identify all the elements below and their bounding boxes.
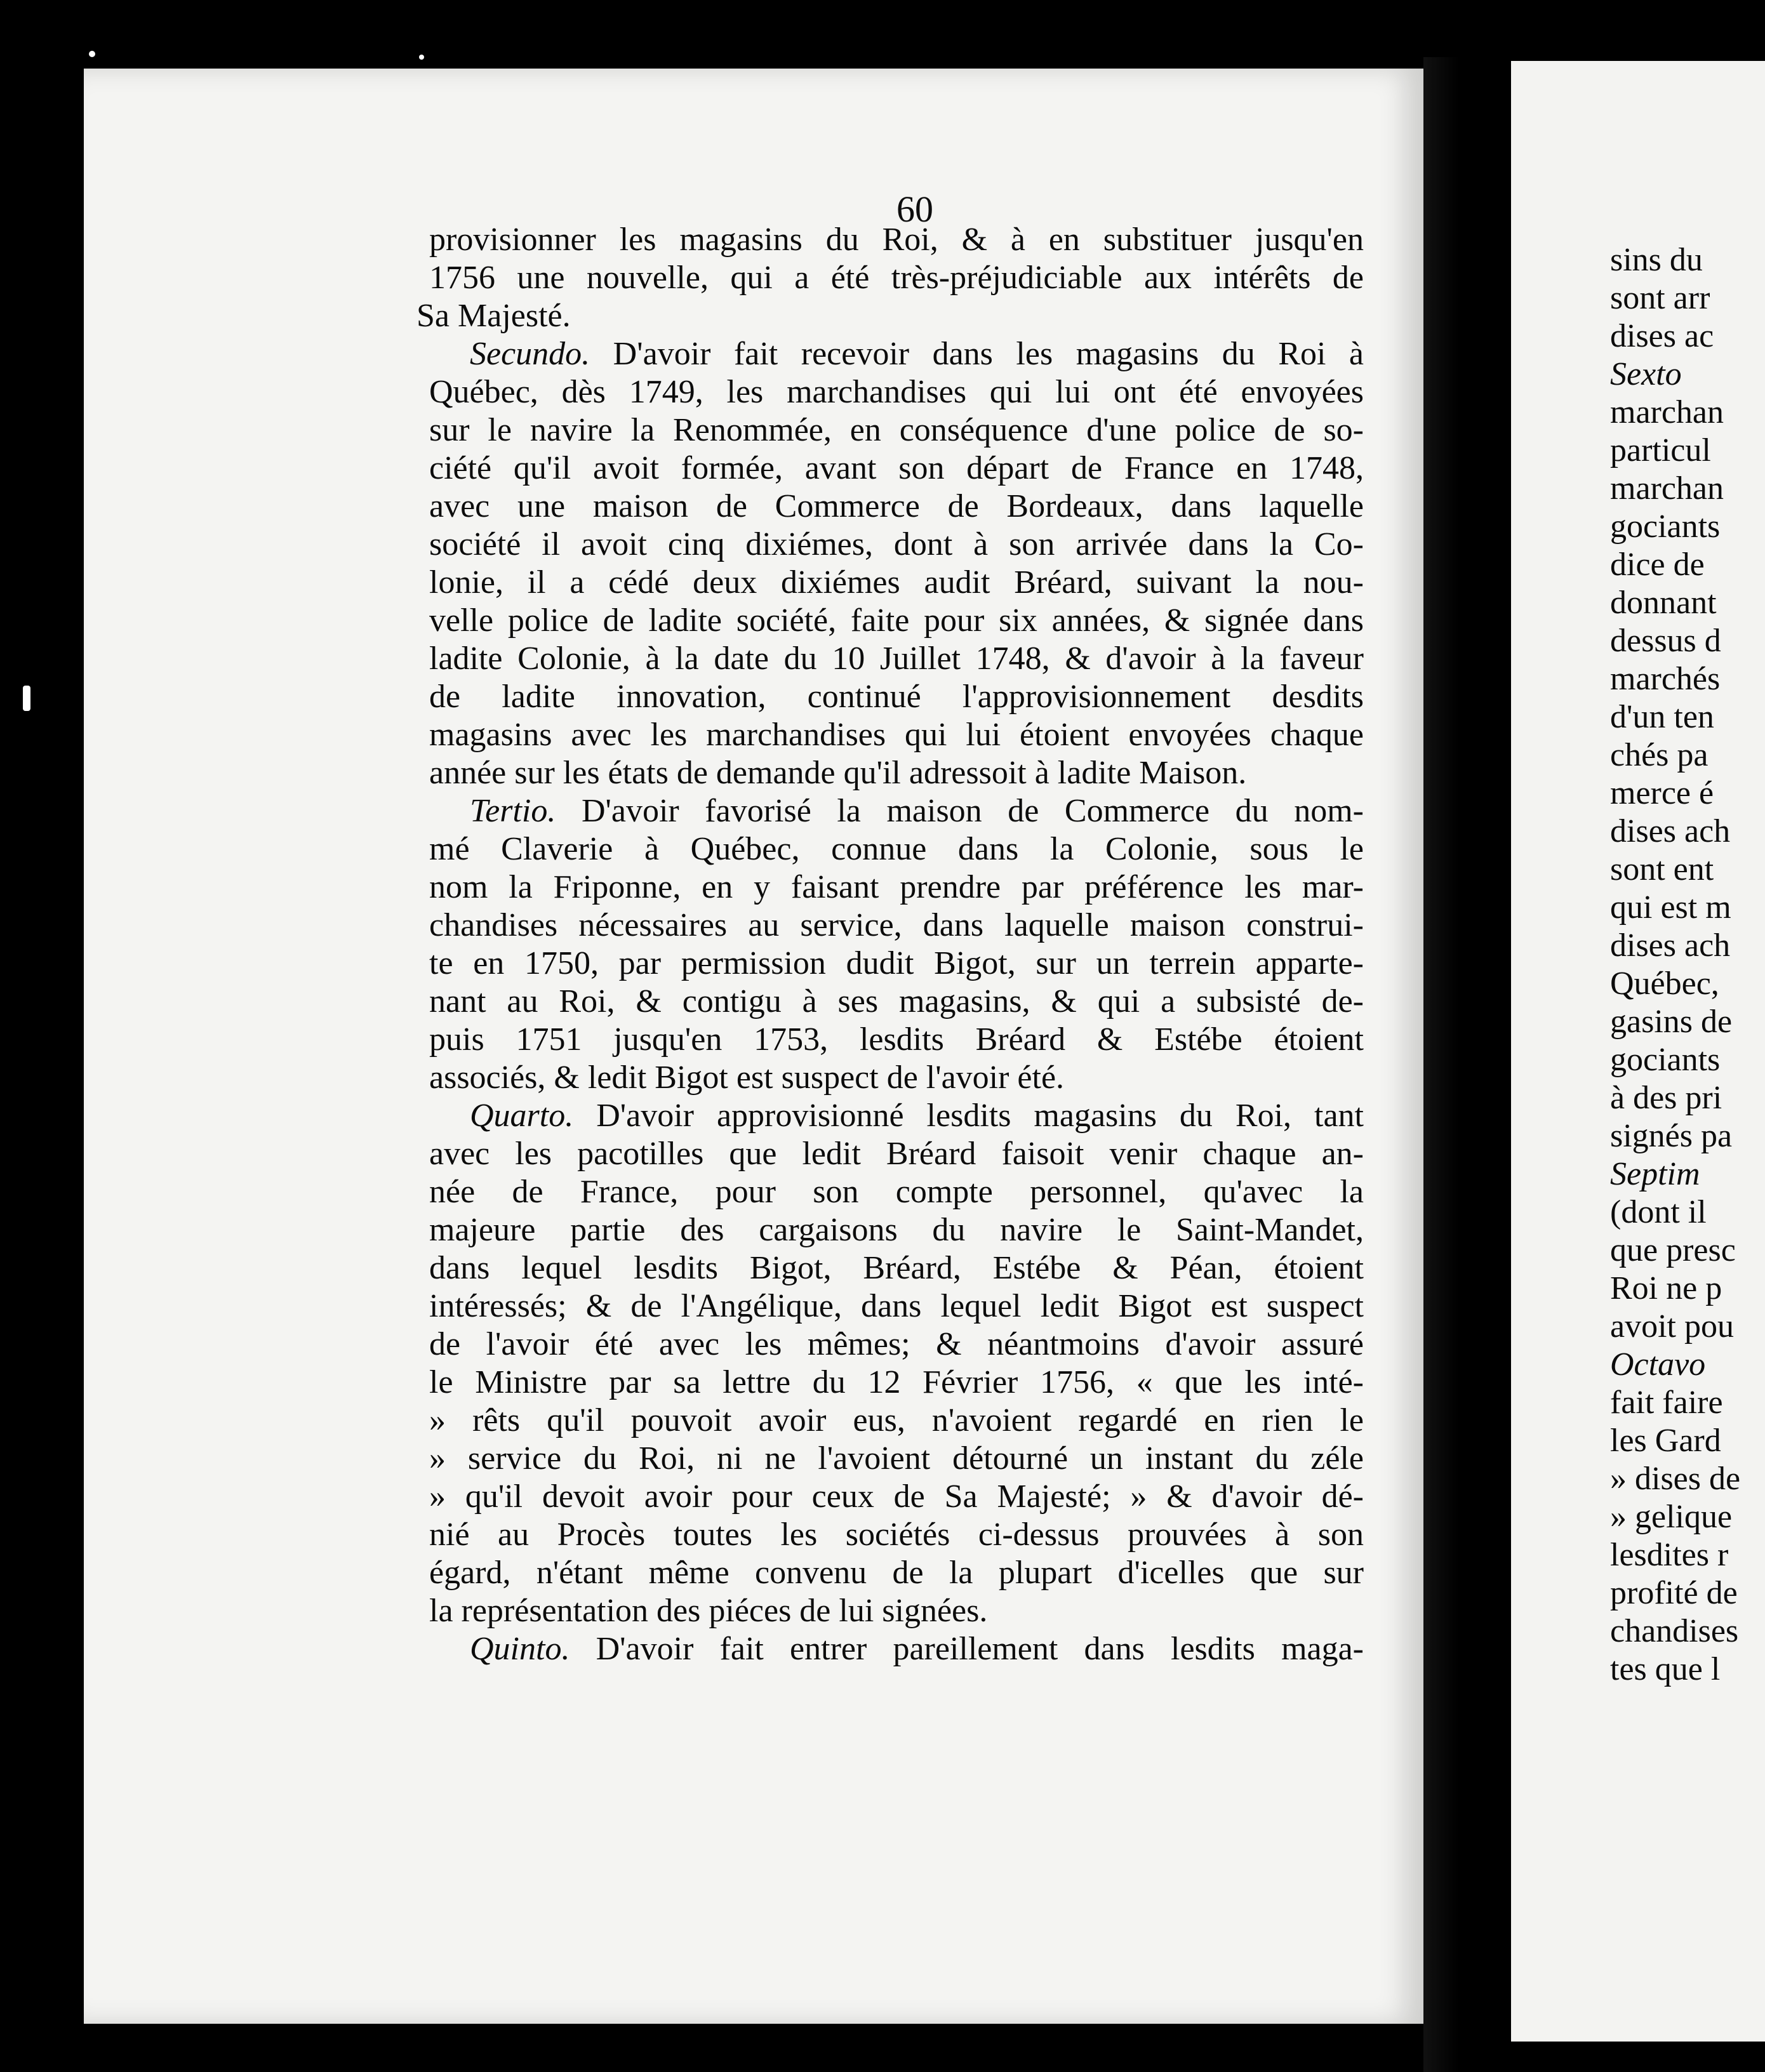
- text-line: [429, 1440, 1364, 1478]
- text-line-fragment: marchés: [1610, 661, 1721, 697]
- text-line: [429, 1630, 1364, 1668]
- text-line: [429, 906, 1364, 945]
- line-text: puis 1751 jusqu'en 1753, lesdits Bréard & Estébe étoient: [429, 1021, 1364, 1058]
- text-line-fragment: lesdites r: [1610, 1537, 1729, 1573]
- text-line-fragment: chandises: [1610, 1613, 1739, 1649]
- text-line-fragment: » gelique: [1610, 1499, 1733, 1535]
- text-line: [429, 526, 1364, 564]
- dust-speck: [89, 51, 95, 57]
- line-text: te en 1750, par permission dudit Bigot, sur un terrein apparte-: [429, 945, 1364, 981]
- text-line: [429, 1516, 1364, 1554]
- text-line-fragment: qui est m: [1610, 889, 1731, 926]
- text-line-fragment: merce é: [1610, 775, 1714, 811]
- line-text: Québec, dès 1749, les marchandises qui lui ont été envoyées: [429, 374, 1364, 410]
- text-line-fragment: dice de: [1610, 547, 1705, 583]
- text-line: [429, 1402, 1364, 1440]
- text-line-fragment: gociants: [1610, 508, 1721, 545]
- text-line-fragment: Septim: [1610, 1156, 1700, 1192]
- text-line: [429, 1173, 1364, 1211]
- text-line: [429, 1592, 1364, 1630]
- book-gutter: [1423, 57, 1512, 2072]
- text-line: [429, 1325, 1364, 1364]
- text-line: [429, 335, 1364, 373]
- line-text: année sur les états de demande qu'il adressoit à ladite Maison.: [429, 755, 1247, 791]
- line-text: D'avoir approvisionné lesdits magasins du Roi, tant: [573, 1098, 1364, 1134]
- text-line: [429, 1135, 1364, 1173]
- text-line: [429, 1249, 1364, 1287]
- line-text: » qu'il devoit avoir pour ceux de Sa Majesté; » & d'avoir dé-: [429, 1478, 1364, 1515]
- text-line-fragment: avoit pou: [1610, 1308, 1734, 1345]
- text-line: [416, 297, 1364, 335]
- text-line: [429, 945, 1364, 983]
- line-text: société il avoit cinq dixiémes, dont à son arrivée dans la Co-: [429, 526, 1364, 562]
- text-line: [429, 488, 1364, 526]
- text-line-fragment: particul: [1610, 432, 1711, 468]
- text-line: [429, 221, 1364, 259]
- dust-speck: [419, 55, 424, 60]
- text-line-fragment: Sexto: [1610, 356, 1682, 392]
- line-text: 1756 une nouvelle, qui a été très-préjudiciable aux intérêts de: [429, 260, 1364, 296]
- text-line-fragment: fait faire: [1610, 1385, 1723, 1421]
- paragraph-lead-word: Quinto.: [470, 1631, 570, 1667]
- text-line: [429, 259, 1364, 297]
- line-text: ladite Colonie, à la date du 10 Juillet 1748, & d'avoir à la faveur: [429, 641, 1364, 677]
- text-line-fragment: dises ac: [1610, 318, 1714, 354]
- page-number: 60: [896, 189, 933, 230]
- text-line-fragment: gasins de: [1610, 1004, 1733, 1040]
- text-line-fragment: donnant: [1610, 585, 1717, 621]
- text-line-fragment: gociants: [1610, 1042, 1721, 1078]
- text-line-fragment: Québec,: [1610, 966, 1719, 1002]
- line-text: Sa Majesté.: [416, 298, 571, 334]
- line-text: intéressés; & de l'Angélique, dans lequel ledit Bigot est suspect: [429, 1288, 1364, 1324]
- text-line: [429, 1478, 1364, 1516]
- text-line: [429, 868, 1364, 906]
- text-line: [429, 792, 1364, 830]
- text-line-fragment: marchan: [1610, 470, 1724, 507]
- line-text: de l'avoir été avec les mêmes; & néantmoins d'avoir assuré: [429, 1326, 1364, 1362]
- text-line-fragment: » dises de: [1610, 1461, 1741, 1497]
- text-line: [429, 678, 1364, 716]
- text-line-fragment: signés pa: [1610, 1118, 1733, 1154]
- line-text: D'avoir favorisé la maison de Commerce du nom-: [556, 793, 1364, 829]
- paragraph-lead-word: Secundo.: [470, 336, 590, 372]
- left-page-text: [416, 221, 1364, 1668]
- text-line: [429, 564, 1364, 602]
- text-line: [429, 1097, 1364, 1135]
- line-text: sur le navire la Renommée, en conséquence d'une police de so-: [429, 412, 1364, 448]
- line-text: D'avoir fait entrer pareillement dans lesdits maga-: [569, 1631, 1364, 1667]
- text-line-fragment: Octavo: [1610, 1346, 1706, 1383]
- text-line-fragment: sont ent: [1610, 851, 1714, 887]
- line-text: le Ministre par sa lettre du 12 Février 1756, « que les inté-: [429, 1364, 1364, 1400]
- text-line-fragment: profité de: [1610, 1575, 1738, 1611]
- text-line: [429, 411, 1364, 449]
- line-text: » rêts qu'il pouvoit avoir eus, n'avoient regardé en rien le: [429, 1402, 1364, 1438]
- text-line-fragment: dessus d: [1610, 623, 1721, 659]
- text-line-fragment: chés pa: [1610, 737, 1708, 773]
- line-text: mé Claverie à Québec, connue dans la Colonie, sous le: [429, 831, 1364, 867]
- text-line-fragment: marchan: [1610, 394, 1724, 430]
- line-text: provisionner les magasins du Roi, & à en substituer jusqu'en: [429, 222, 1364, 258]
- line-text: égard, n'étant même convenu de la plupart d'icelles que sur: [429, 1555, 1364, 1591]
- line-text: majeure partie des cargaisons du navire le Saint-Mandet,: [429, 1212, 1364, 1248]
- line-text: lonie, il a cédé deux dixiémes audit Bréard, suivant la nou-: [429, 564, 1364, 601]
- text-line: [429, 1021, 1364, 1059]
- text-line-fragment: dises ach: [1610, 927, 1731, 964]
- line-text: magasins avec les marchandises qui lui étoient envoyées chaque: [429, 717, 1364, 753]
- line-text: » service du Roi, ni ne l'avoient détourné un instant du zéle: [429, 1440, 1364, 1477]
- line-text: velle police de ladite société, faite pour six années, & signée dans: [429, 602, 1364, 639]
- line-text: chandises nécessaires au service, dans laquelle maison construi-: [429, 907, 1364, 943]
- text-line: [429, 1059, 1364, 1097]
- line-text: nant au Roi, & contigu à ses magasins, & qui a subsisté de-: [429, 983, 1364, 1019]
- text-line: [429, 1554, 1364, 1592]
- text-line-fragment: que presc: [1610, 1232, 1736, 1268]
- text-line-fragment: (dont il: [1610, 1194, 1707, 1230]
- text-line-fragment: sins du: [1610, 242, 1703, 278]
- text-line: [429, 373, 1364, 411]
- text-line-fragment: les Gard: [1610, 1423, 1721, 1459]
- text-line-fragment: sont arr: [1610, 280, 1710, 316]
- right-page-text-fragment: [1610, 241, 1740, 1689]
- paragraph-lead-word: Quarto.: [470, 1098, 574, 1134]
- text-line: [429, 640, 1364, 678]
- line-text: ciété qu'il avoit formée, avant son départ de France en 1748,: [429, 450, 1364, 486]
- text-line: [429, 830, 1364, 868]
- text-line: [429, 602, 1364, 640]
- text-line: [429, 1287, 1364, 1325]
- text-line: [429, 449, 1364, 488]
- line-text: avec les pacotilles que ledit Bréard faisoit venir chaque an-: [429, 1136, 1364, 1172]
- text-line-fragment: tes que l: [1610, 1651, 1721, 1687]
- line-text: nié au Procès toutes les sociétés ci-dessus prouvées à son: [429, 1517, 1364, 1553]
- text-line-fragment: à des pri: [1610, 1080, 1722, 1116]
- line-text: avec une maison de Commerce de Bordeaux, dans laquelle: [429, 488, 1364, 524]
- line-text: née de France, pour son compte personnel, qu'avec la: [429, 1174, 1364, 1210]
- line-text: nom la Friponne, en y faisant prendre par préférence les mar-: [429, 869, 1364, 905]
- line-text: D'avoir fait recevoir dans les magasins du Roi à: [590, 336, 1364, 372]
- line-text: de ladite innovation, continué l'approvisionnement desdits: [429, 679, 1364, 715]
- line-text: dans lequel lesdits Bigot, Bréard, Estébe & Péan, étoient: [429, 1250, 1364, 1286]
- text-line: [429, 1364, 1364, 1402]
- text-line: [429, 1211, 1364, 1249]
- dust-speck: [23, 686, 30, 711]
- text-line: [429, 716, 1364, 754]
- line-text: la représentation des piéces de lui signées.: [429, 1593, 988, 1629]
- line-text: associés, & ledit Bigot est suspect de l'avoir été.: [429, 1059, 1065, 1096]
- text-line: [429, 754, 1364, 792]
- text-line-fragment: Roi ne p: [1610, 1270, 1722, 1306]
- text-line: [429, 983, 1364, 1021]
- text-line-fragment: dises ach: [1610, 813, 1731, 849]
- paragraph-lead-word: Tertio.: [470, 793, 556, 829]
- text-line-fragment: d'un ten: [1610, 699, 1714, 735]
